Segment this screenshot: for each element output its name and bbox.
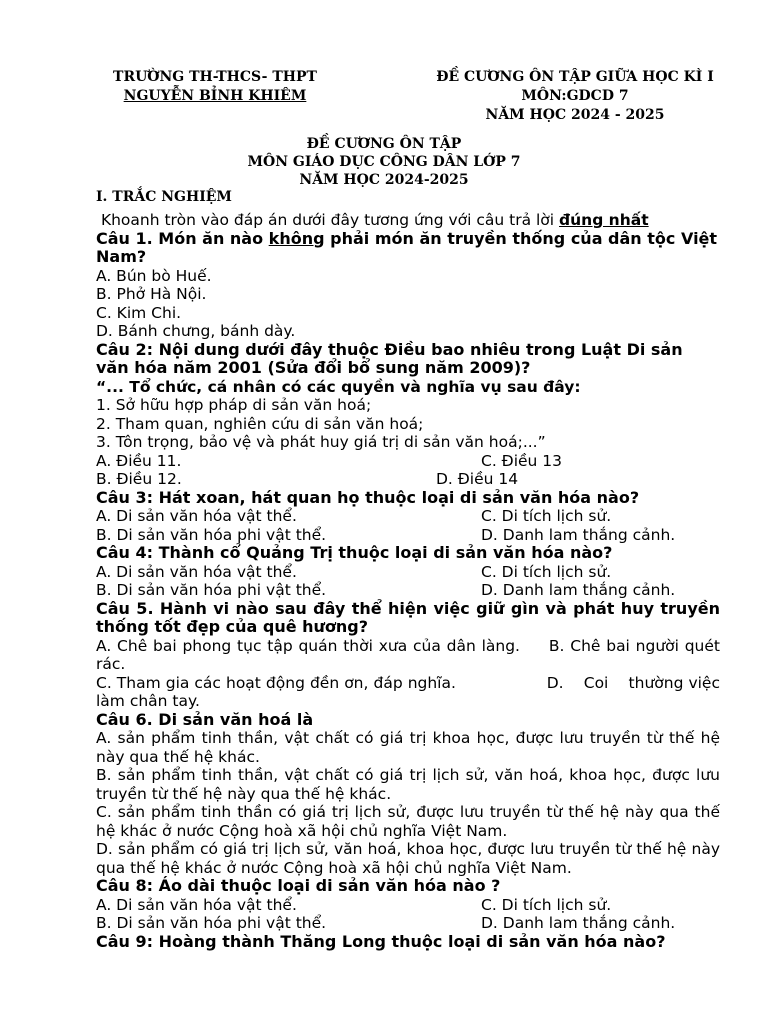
- q8-option-a: A. Di sản văn hóa vật thể.: [96, 895, 297, 914]
- q2-option-b: B. Điều 12.: [96, 470, 182, 488]
- q3-options-row-1: [96, 507, 720, 526]
- q8-option-b: B. Di sản văn hóa phi vật thể.: [96, 914, 327, 932]
- q2-option-c: C. Điều 13: [481, 451, 563, 470]
- q2-option-a: A. Điều 11.: [96, 451, 182, 470]
- q5-options-ab: A. Chê bai phong tục tập quán thời xưa của dân làng. B. Chê bai người quét rác.: [96, 636, 725, 673]
- q2-item-1: 1. Sở hữu hợp pháp di sản văn hoá;: [96, 396, 372, 414]
- instruction-text: Khoanh tròn vào đáp án dưới đây tương ứng với câu trả lời: [100, 211, 560, 229]
- doc-line-1: ĐỀ CƯƠNG ÔN TẬP GIỮA HỌC KÌ I: [436, 69, 714, 85]
- q6-option-a: A. sản phẩm tinh thần, vật chất có giá trị khoa học, được lưu truyền từ thế hệ này qua thế hệ khác.: [96, 729, 720, 766]
- question-1: [96, 230, 720, 267]
- question-2: Câu 2: Nội dung dưới đây thuộc Điều bao nhiêu trong Luật Di sản văn hóa năm 2001 (Sửa đổi bổ sung năm 2009)?: [96, 339, 683, 377]
- q3-options-row-2: [96, 526, 720, 545]
- q6-option-b: B. sản phẩm tinh thần, vật chất có giá trị lịch sử, văn hoá, khoa học, được lưu truyền từ thế hệ này qua thế hệ khác.: [96, 766, 720, 803]
- q1-option-d: D. Bánh chưng, bánh dày.: [96, 322, 296, 340]
- q4-option-b: B. Di sản văn hóa phi vật thể.: [96, 581, 327, 599]
- section-heading: I. TRẮC NGHIỆM: [96, 189, 232, 205]
- q8-option-c: C. Di tích lịch sử.: [481, 895, 612, 914]
- q1-option-c: C. Kim Chi.: [96, 303, 182, 322]
- q5-options-cd: C. Tham gia các hoạt động đền ơn, đáp nghĩa. D. Coi thường việc làm chân tay.: [96, 673, 725, 710]
- title-line-2: MÔN GIÁO DỤC CÔNG DÂN LỚP 7: [247, 154, 521, 170]
- question-1-pre: Câu 1. Món ăn nào: [96, 228, 269, 248]
- title-line-1: ĐỀ CƯƠNG ÔN TẬP: [306, 136, 462, 152]
- q3-option-b: B. Di sản văn hóa phi vật thể.: [96, 525, 327, 544]
- question-5: Câu 5. Hành vi nào sau đây thể hiện việc giữ gìn và phát huy truyền thống tốt đẹp của quê hương?: [96, 598, 720, 636]
- q2-options-row-2: [96, 470, 720, 489]
- school-line-2: NGUYỄN BỈNH KHIÊM: [123, 88, 307, 104]
- q4-option-a: A. Di sản văn hóa vật thể.: [96, 562, 297, 581]
- q8-options-row-1: [96, 896, 720, 915]
- q8-option-d: D. Danh lam thắng cảnh.: [481, 914, 676, 932]
- q3-option-a: A. Di sản văn hóa vật thể.: [96, 507, 297, 525]
- question-1-post: phải món ăn truyền thống của dân tộc Việt Nam?: [96, 228, 718, 266]
- document-title: [0, 135, 768, 189]
- q3-option-d: D. Danh lam thắng cảnh.: [481, 525, 676, 544]
- q6-option-c: C. sản phẩm tinh thần có giá trị lịch sử, được lưu truyền từ thế hệ này qua thế hệ khác ở nước Cộng hoà xã hội chủ nghĩa Việt Nam.: [96, 803, 720, 840]
- school-name: [100, 68, 330, 106]
- question-3: Câu 3: Hát xoan, hát quan họ thuộc loại di sản văn hóa nào?: [96, 487, 640, 507]
- q4-options-row-1: [96, 563, 720, 582]
- question-9: Câu 9: Hoàng thành Thăng Long thuộc loại di sản văn hóa nào?: [96, 931, 666, 951]
- instruction: [96, 211, 720, 230]
- q8-options-row-2: [96, 914, 720, 933]
- q2-options-row-1: [96, 452, 720, 471]
- doc-line-3: NĂM HỌC 2024 - 2025: [485, 107, 665, 123]
- q2-quote: “... Tổ chức, cá nhân có các quyền và nghĩa vụ sau đây:: [96, 377, 581, 396]
- q1-option-b: B. Phở Hà Nội.: [96, 285, 207, 303]
- doc-line-2: MÔN:GDCD 7: [521, 88, 629, 104]
- q2-item-3: 3. Tôn trọng, bảo vệ và phát huy giá trị di sản văn hoá;...”: [96, 433, 546, 451]
- content: [96, 187, 725, 951]
- q4-option-c: C. Di tích lịch sử.: [481, 562, 612, 581]
- q6-option-d: D. sản phẩm có giá trị lịch sử, văn hoá, khoa học, được lưu truyền từ thế hệ này qua thế hệ khác ở nước Cộng hoà xã hội chủ nghĩa Việt Nam.: [96, 840, 720, 877]
- question-8: Câu 8: Áo dài thuộc loại di sản văn hóa nào ?: [96, 876, 501, 895]
- q4-option-d: D. Danh lam thắng cảnh.: [481, 581, 676, 599]
- question-6: Câu 6. Di sản văn hoá là: [96, 709, 314, 729]
- q2-option-d: D. Điều 14: [436, 470, 519, 488]
- question-4: Câu 4: Thành cổ Quảng Trị thuộc loại di sản văn hóa nào?: [96, 543, 613, 562]
- q2-item-2: 2. Tham quan, nghiên cứu di sản văn hoá;: [96, 414, 424, 433]
- question-1-key: không: [268, 228, 325, 248]
- school-line-1: TRƯỜNG TH-THCS- THPT: [113, 69, 317, 85]
- instruction-emphasis: đúng nhất: [559, 211, 649, 229]
- q3-option-c: C. Di tích lịch sử.: [481, 507, 612, 525]
- q4-options-row-2: [96, 581, 720, 600]
- document-heading: [410, 68, 740, 125]
- q1-option-a: A. Bún bò Huế.: [96, 266, 212, 285]
- title-line-3: NĂM HỌC 2024-2025: [299, 172, 469, 188]
